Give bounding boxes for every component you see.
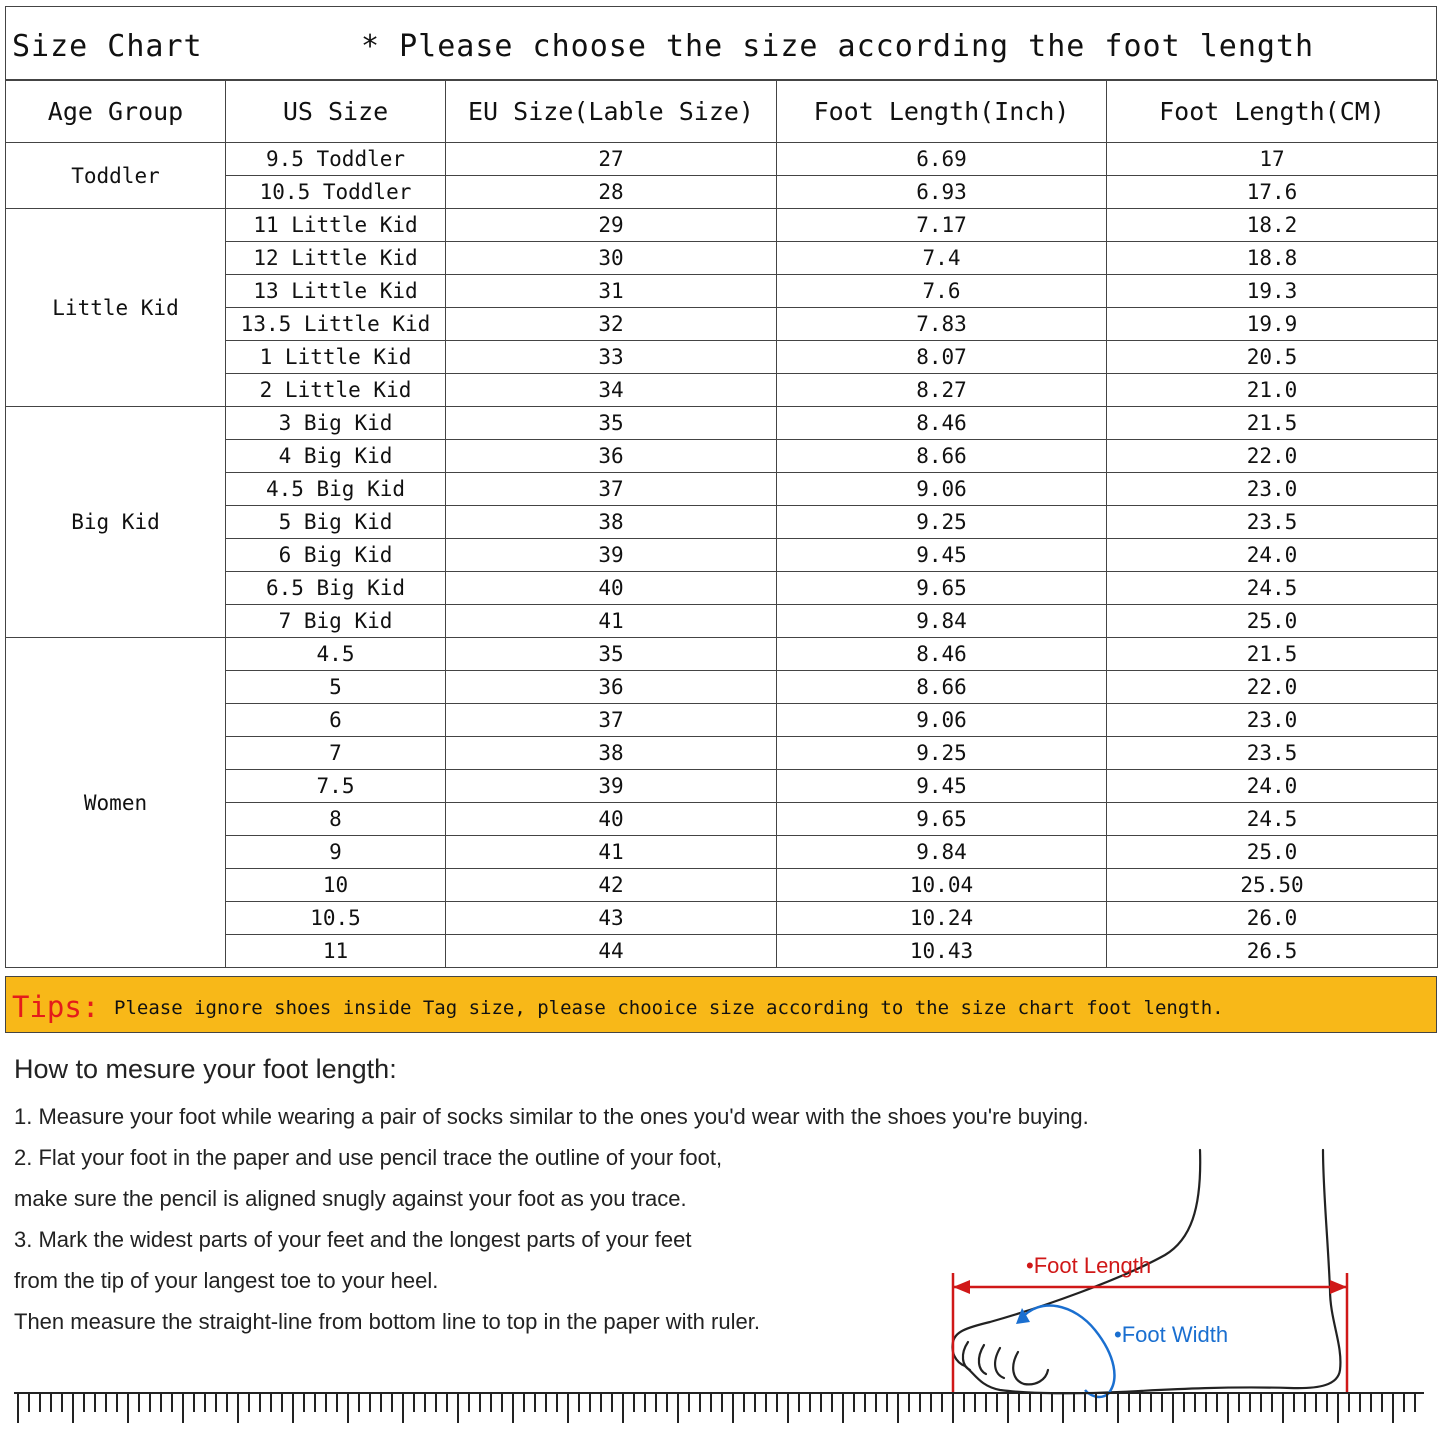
ruler (14, 1393, 1424, 1423)
table-cell: 8.46 (777, 407, 1107, 440)
table-cell: 18.8 (1107, 242, 1438, 275)
chart-instruction: * Please choose the size according the foot length (361, 29, 1315, 64)
measure-step: 2. Flat your foot in the paper and use pencil trace the outline of your foot, (14, 1145, 723, 1170)
table-cell: 36 (446, 671, 777, 704)
table-cell: 13 Little Kid (226, 275, 446, 308)
table-cell: 23.0 (1107, 704, 1438, 737)
table-cell: 9.06 (777, 704, 1107, 737)
table-cell: 6 (226, 704, 446, 737)
table-cell: 29 (446, 209, 777, 242)
table-cell: 42 (446, 869, 777, 902)
tips-text: Please ignore shoes inside Tag size, please chooice size according to the size chart foot length. (114, 997, 1224, 1019)
table-cell: 9.06 (777, 473, 1107, 506)
table-cell: 21.5 (1107, 638, 1438, 671)
table-cell: 4.5 (226, 638, 446, 671)
table-cell: 8.66 (777, 671, 1107, 704)
table-cell: 27 (446, 143, 777, 176)
table-cell: 7.4 (777, 242, 1107, 275)
table-cell: 10 (226, 869, 446, 902)
table-cell: 10.5 (226, 902, 446, 935)
table-cell: 13.5 Little Kid (226, 308, 446, 341)
table-cell: 6.93 (777, 176, 1107, 209)
table-cell: 11 (226, 935, 446, 968)
table-cell: 8.27 (777, 374, 1107, 407)
size-table (5, 80, 1438, 968)
table-cell: 41 (446, 836, 777, 869)
table-cell: 23.0 (1107, 473, 1438, 506)
tips-bar (5, 976, 1437, 1033)
age-group-cell: Little Kid (6, 209, 226, 407)
table-cell: 9.65 (777, 803, 1107, 836)
table-cell: 9.84 (777, 605, 1107, 638)
column-header: Foot Length(Inch) (777, 81, 1107, 143)
table-cell: 8.66 (777, 440, 1107, 473)
table-cell: 30 (446, 242, 777, 275)
table-cell: 8 (226, 803, 446, 836)
age-group-cell: Toddler (6, 143, 226, 209)
table-cell: 26.5 (1107, 935, 1438, 968)
table-row (6, 209, 1438, 242)
table-cell: 18.2 (1107, 209, 1438, 242)
table-cell: 9.84 (777, 836, 1107, 869)
table-row (6, 638, 1438, 671)
table-cell: 6.69 (777, 143, 1107, 176)
column-header: US Size (226, 81, 446, 143)
table-cell: 26.0 (1107, 902, 1438, 935)
table-cell: 38 (446, 737, 777, 770)
table-cell: 37 (446, 473, 777, 506)
table-cell: 2 Little Kid (226, 374, 446, 407)
table-cell: 3 Big Kid (226, 407, 446, 440)
table-cell: 37 (446, 704, 777, 737)
table-cell: 39 (446, 770, 777, 803)
table-header-row (6, 81, 1438, 143)
table-cell: 8.46 (777, 638, 1107, 671)
table-cell: 40 (446, 803, 777, 836)
table-cell: 10.04 (777, 869, 1107, 902)
table-cell: 23.5 (1107, 737, 1438, 770)
table-cell: 6.5 Big Kid (226, 572, 446, 605)
table-cell: 25.0 (1107, 836, 1438, 869)
table-cell: 7.83 (777, 308, 1107, 341)
table-cell: 24.5 (1107, 572, 1438, 605)
table-cell: 35 (446, 638, 777, 671)
table-cell: 39 (446, 539, 777, 572)
table-cell: 5 (226, 671, 446, 704)
measure-step: make sure the pencil is aligned snugly against your foot as you trace. (14, 1186, 687, 1211)
table-cell: 36 (446, 440, 777, 473)
foot-diagram (0, 1040, 1445, 1445)
table-cell: 7.17 (777, 209, 1107, 242)
table-cell: 22.0 (1107, 440, 1438, 473)
table-cell: 38 (446, 506, 777, 539)
table-cell: 32 (446, 308, 777, 341)
age-group-cell: Women (6, 638, 226, 968)
table-cell: 25.50 (1107, 869, 1438, 902)
table-cell: 11 Little Kid (226, 209, 446, 242)
table-body (6, 143, 1438, 968)
measure-title: How to mesure your foot length: (14, 1054, 397, 1084)
table-cell: 9.25 (777, 506, 1107, 539)
table-cell: 7.6 (777, 275, 1107, 308)
table-cell: 7 Big Kid (226, 605, 446, 638)
measure-step: Then measure the straight-line from bottom line to top in the paper with ruler. (14, 1309, 760, 1334)
table-row (6, 407, 1438, 440)
table-row (6, 143, 1438, 176)
table-cell: 24.0 (1107, 539, 1438, 572)
table-cell: 21.5 (1107, 407, 1438, 440)
table-cell: 41 (446, 605, 777, 638)
chart-header (5, 6, 1437, 80)
table-cell: 24.0 (1107, 770, 1438, 803)
table-cell: 31 (446, 275, 777, 308)
tips-label: Tips: (12, 990, 100, 1024)
table-cell: 25.0 (1107, 605, 1438, 638)
table-cell: 7.5 (226, 770, 446, 803)
table-cell: 24.5 (1107, 803, 1438, 836)
table-cell: 21.0 (1107, 374, 1438, 407)
table-cell: 22.0 (1107, 671, 1438, 704)
foot-length-label: •Foot Length (1026, 1253, 1152, 1278)
table-cell: 17 (1107, 143, 1438, 176)
foot-width-label: •Foot Width (1114, 1322, 1229, 1347)
table-cell: 28 (446, 176, 777, 209)
table-cell: 4.5 Big Kid (226, 473, 446, 506)
table-cell: 12 Little Kid (226, 242, 446, 275)
column-header: Foot Length(CM) (1107, 81, 1438, 143)
column-header: Age Group (6, 81, 226, 143)
table-cell: 35 (446, 407, 777, 440)
table-cell: 8.07 (777, 341, 1107, 374)
table-cell: 10.5 Toddler (226, 176, 446, 209)
table-cell: 43 (446, 902, 777, 935)
table-cell: 23.5 (1107, 506, 1438, 539)
table-cell: 9.65 (777, 572, 1107, 605)
table-cell: 9.45 (777, 770, 1107, 803)
table-cell: 19.9 (1107, 308, 1438, 341)
column-header: EU Size(Lable Size) (446, 81, 777, 143)
table-cell: 1 Little Kid (226, 341, 446, 374)
table-cell: 19.3 (1107, 275, 1438, 308)
table-cell: 9.5 Toddler (226, 143, 446, 176)
table-cell: 10.24 (777, 902, 1107, 935)
measure-step: from the tip of your langest toe to your heel. (14, 1268, 439, 1293)
table-cell: 34 (446, 374, 777, 407)
table-cell: 44 (446, 935, 777, 968)
table-cell: 10.43 (777, 935, 1107, 968)
table-cell: 33 (446, 341, 777, 374)
measure-instructions (0, 1040, 1445, 1445)
table-cell: 9 (226, 836, 446, 869)
chart-title: Size Chart (12, 29, 203, 64)
age-group-cell: Big Kid (6, 407, 226, 638)
table-cell: 20.5 (1107, 341, 1438, 374)
table-cell: 9.45 (777, 539, 1107, 572)
table-cell: 17.6 (1107, 176, 1438, 209)
table-cell: 7 (226, 737, 446, 770)
table-cell: 9.25 (777, 737, 1107, 770)
measure-step: 3. Mark the widest parts of your feet and the longest parts of your feet (14, 1227, 692, 1252)
table-cell: 4 Big Kid (226, 440, 446, 473)
table-cell: 40 (446, 572, 777, 605)
table-cell: 6 Big Kid (226, 539, 446, 572)
table-cell: 5 Big Kid (226, 506, 446, 539)
measure-step: 1. Measure your foot while wearing a pair of socks similar to the ones you'd wear with the shoes you're buying. (14, 1104, 1089, 1129)
